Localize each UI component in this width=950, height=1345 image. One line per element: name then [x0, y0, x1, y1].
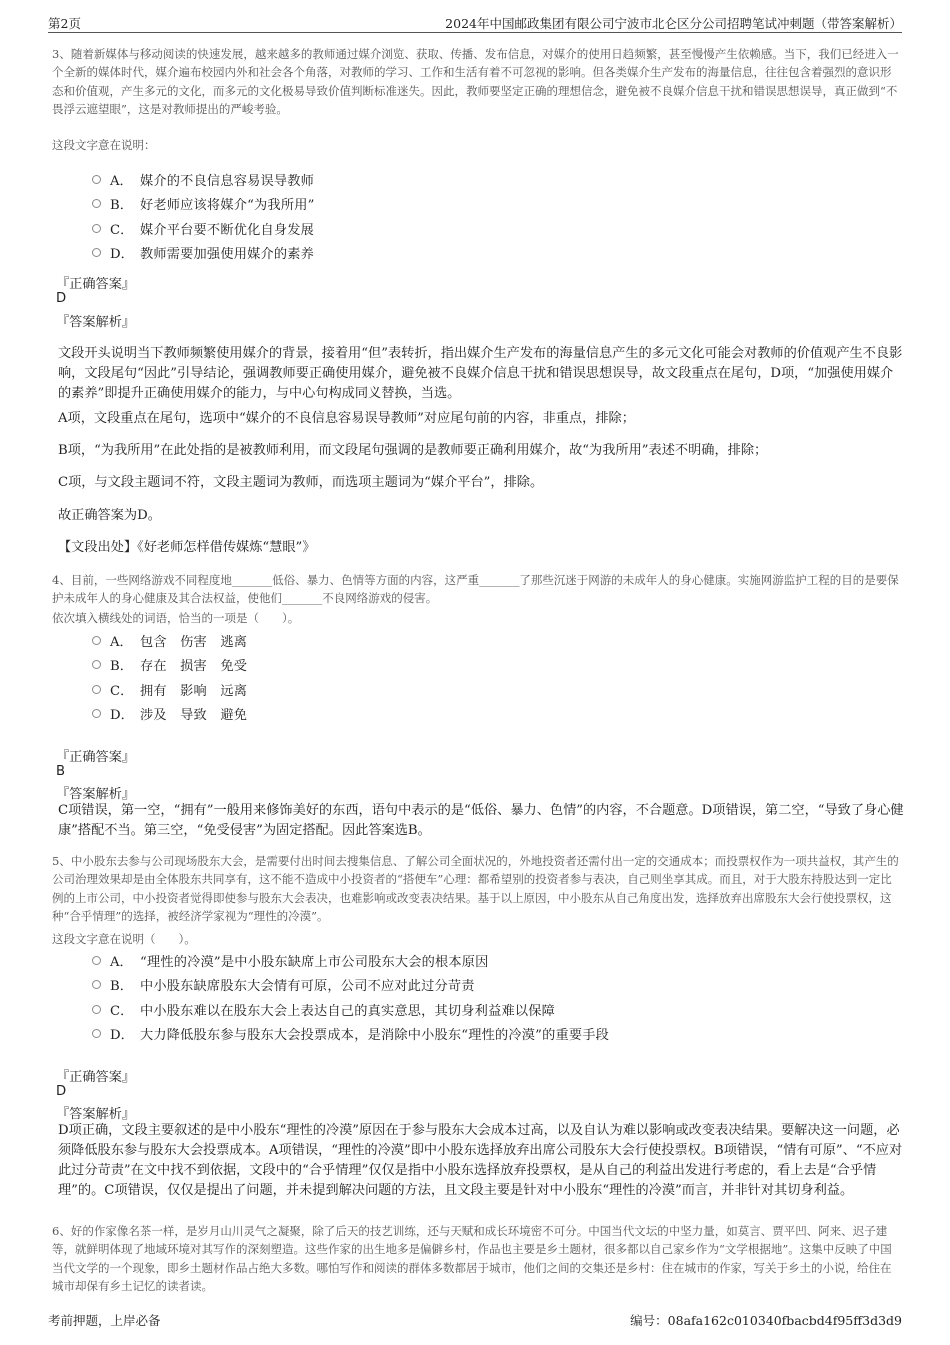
- option-b[interactable]: B． 中小股东缺席股东大会情有可原，公司不应对此过分苛责: [92, 973, 872, 998]
- analysis-label: 『答案解析』: [56, 315, 136, 330]
- radio-icon[interactable]: [92, 956, 101, 965]
- option-d[interactable]: D． 教师需要加强使用媒介的素养: [92, 241, 872, 266]
- option-a[interactable]: A． 媒介的不良信息容易误导教师: [92, 167, 872, 192]
- radio-icon[interactable]: [92, 248, 101, 257]
- footer-slogan: 考前押题，上岸必备: [48, 1313, 161, 1328]
- answer-value: B: [56, 764, 66, 779]
- option-a[interactable]: A． 包含 伤害 逃离: [92, 628, 872, 653]
- radio-icon[interactable]: [92, 1029, 101, 1038]
- radio-icon[interactable]: [92, 224, 101, 233]
- analysis-paragraph: 文段开头说明当下教师频繁使用媒介的背景，接着用“但”表转折，指出媒介生产发布的海量信息产生的多元文化可能会对教师的价值观产生不良影响，文段尾句“因此”引导结论，强调教师要正确使用媒介，避免被不良媒介信息干扰和错误思想误导，故文段重点在尾句，D项，“加强使用媒介的素养”即提升正确使用媒介的能力，与中心句构成同义替换，当选。: [58, 346, 903, 401]
- radio-icon[interactable]: [92, 199, 101, 208]
- option-b[interactable]: B． 好老师应该将媒介“为我所用”: [92, 192, 872, 217]
- question-4-text: 4、目前，一些网络游戏不同程度地_______低俗、暴力、色情等方面的内容，这严重_______了那些沉迷于网游的未成年人的身心健康。实施网游监护工程的目的是要保护未成年人的身心健康及其合法权益，使他们_______不良网络游戏的侵害。: [52, 573, 899, 606]
- analysis-paragraph: A项，文段重点在尾句，选项中“媒介的不良信息容易误导教师”对应尾句前的内容，非重点，排除；: [58, 411, 635, 426]
- radio-icon[interactable]: [92, 636, 101, 645]
- analysis-paragraph: B项，“为我所用”在此处指的是被教师利用，而文段尾句强调的是教师要正确利用媒介，故“为我所用”表述不明确，排除；: [58, 443, 768, 458]
- question-6-text: 6、好的作家像名茶一样，是岁月山川灵气之凝聚，除了后天的技艺训练，还与天赋和成长环境密不可分。中国当代文坛的中坚力量，如莫言、贾平凹、阿来、迟子建等，就鲜明体现了地域环境对其写作的深刻塑造。这些作家的出生地多是偏僻乡村，作品也主要是乡土题材，很多都以自己家乡作为“文学根据地”。这集中反映了中国当代文学的一个现象，即乡土题材作品占绝大多数。哪怕写作和阅读的群体多数都居于城市，他们之间的交集还是乡村：住在城市的作家，写关于乡土的小说，给住在城市却保有乡土记忆的读者读。: [52, 1224, 892, 1293]
- answer-label: 『正确答案』: [56, 750, 136, 765]
- document-id: 编号：08afa162c010340fbacbd4f95ff3d3d9: [630, 1313, 902, 1328]
- question-4-options: [92, 628, 872, 726]
- question-3-text: 3、随着新媒体与移动阅读的快速发展，越来越多的教师通过媒介浏览、获取、传播、发布信息，对媒介的使用日趋频繁，甚至慢慢产生依赖感。当下，我们已经进入一个全新的媒体时代，媒介遍布校园内外和社会各个角落，对教师的学习、工作和生活有着不可忽视的影响。但各类媒介生产发布的海量信息，往往包含着强烈的意识形态和价值观，产生多元的文化，而多元的文化极易导致价值判断标准迷失。因此，教师要坚定正确的理想信念，避免被不良媒介信息干扰和错误思想误导，真正做到“不畏浮云遮望眼”，这是对教师提出的严峻考验。: [52, 47, 899, 116]
- question-3-options: [92, 167, 872, 265]
- radio-icon[interactable]: [92, 685, 101, 694]
- question-5-text: 5、中小股东去参与公司现场股东大会，是需要付出时间去搜集信息、了解公司全面状况的，外地投资者还需付出一定的交通成本；而投票权作为一项共益权，其产生的公司治理效果却是由全体股东共同享有，这不能不造成中小投资者的“搭便车”心理：都希望别的投资者参与表决，自己则坐享其成。而且，对于大股东持股达到一定比例的上市公司，中小投资者觉得即使参与股东大会表决，也难影响或改变表决结果。基于以上原因，中小股东从自己角度出发，选择放弃出席股东大会行使投票权，这种“合乎情理”的选择，被经济学家视为“理性的冷漠”。: [52, 854, 899, 923]
- answer-value: D: [56, 291, 67, 306]
- option-a[interactable]: A． “理性的冷漠”是中小股东缺席上市公司股东大会的根本原因: [92, 948, 872, 973]
- option-b[interactable]: B． 存在 损害 免受: [92, 653, 872, 678]
- source-citation: 【文段出处】《好老师怎样借传媒炼“慧眼”》: [58, 540, 316, 555]
- answer-value: D: [56, 1084, 67, 1099]
- analysis-paragraph: C项，与文段主题词不符，文段主题词为教师，而选项主题词为“媒介平台”，排除。: [58, 475, 544, 490]
- option-c[interactable]: C． 拥有 影响 远离: [92, 677, 872, 702]
- radio-icon[interactable]: [92, 980, 101, 989]
- radio-icon[interactable]: [92, 709, 101, 718]
- question-5-prompt: 这段文字意在说明（ ）。: [52, 932, 196, 946]
- option-c[interactable]: C． 媒介平台要不断优化自身发展: [92, 216, 872, 241]
- analysis-label: 『答案解析』: [56, 787, 136, 802]
- analysis-paragraph: D项正确，文段主要叙述的是中小股东“理性的冷漠”原因在于参与股东大会成本过高，以及自认为难以影响或改变表决结果。要解决这一问题，必须降低股东参与股东大会投票成本。A项错误，“理性的冷漠”即中小股东选择放弃出席公司股东大会行使投票权。B项错误，“情有可原”、“不应对此过分苛责”在文中找不到依据，文段中的“合乎情理”仅仅是指中小股东选择放弃投票权，是从自己的利益出发进行考虑的，看上去是“合乎情理”的。C项错误，仅仅是提出了问题，并未提到解决问题的方法，且文段主要是针对中小股东“理性的冷漠”而言，并非针对其切身利益。: [58, 1123, 903, 1198]
- option-d[interactable]: D． 大力降低股东参与股东大会投票成本，是消除中小股东“理性的冷漠”的重要手段: [92, 1022, 872, 1047]
- analysis-label: 『答案解析』: [56, 1107, 136, 1122]
- document-title: 2024年中国邮政集团有限公司宁波市北仑区分公司招聘笔试冲刺题（带答案解析）: [445, 16, 902, 31]
- radio-icon[interactable]: [92, 175, 101, 184]
- question-4-prompt: 依次填入横线处的词语，恰当的一项是（ ）。: [52, 611, 300, 625]
- answer-label: 『正确答案』: [56, 277, 136, 292]
- question-5-options: [92, 948, 872, 1046]
- analysis-paragraph: 故正确答案为D。: [58, 508, 161, 523]
- option-d[interactable]: D． 涉及 导致 避免: [92, 702, 872, 727]
- option-c[interactable]: C． 中小股东难以在股东大会上表达自己的真实意思，其切身利益难以保障: [92, 997, 872, 1022]
- question-3-prompt: 这段文字意在说明：: [52, 138, 156, 152]
- radio-icon[interactable]: [92, 1005, 101, 1014]
- page-number: 第2页: [48, 16, 81, 31]
- radio-icon[interactable]: [92, 660, 101, 669]
- answer-label: 『正确答案』: [56, 1070, 136, 1085]
- analysis-paragraph: C项错误，第一空，“拥有”一般用来修饰美好的东西，语句中表示的是“低俗、暴力、色情”的内容，不合题意。D项错误，第二空，“导致了身心健康”搭配不当。第三空，“免受侵害”为固定搭配。因此答案选B。: [58, 803, 904, 838]
- page-header: [48, 12, 902, 33]
